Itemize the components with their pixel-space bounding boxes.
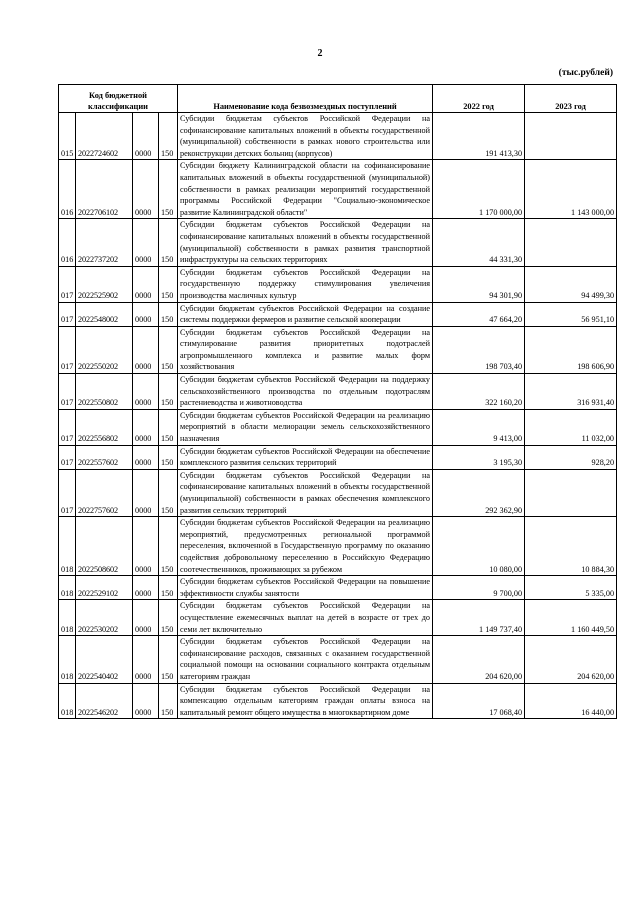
revenue-name-cell: Субсидии бюджетам субъектов Российской Федерации на реализацию мероприятий в области мелиорации земель сельскохозяйственного назначения: [178, 409, 433, 445]
economic-code-cell: 150: [159, 326, 178, 373]
amount-2023-cell: 11 032,00: [525, 409, 617, 445]
admin-code-cell: 017: [59, 302, 76, 326]
economic-code-cell: 150: [159, 636, 178, 683]
table-row: [59, 302, 617, 326]
budget-code-cell: 2022550802: [76, 374, 133, 410]
amount-2022-cell: 44 331,30: [433, 219, 525, 266]
program-code-cell: 0000: [133, 600, 159, 636]
budget-code-cell: 2022548002: [76, 302, 133, 326]
program-code-cell: 0000: [133, 302, 159, 326]
amount-2023-cell: 928,20: [525, 445, 617, 469]
economic-code-cell: 150: [159, 160, 178, 219]
admin-code-cell: 017: [59, 326, 76, 373]
budget-code-cell: 2022737202: [76, 219, 133, 266]
amount-2022-cell: 3 195,30: [433, 445, 525, 469]
admin-code-cell: 017: [59, 374, 76, 410]
table-row: [59, 636, 617, 683]
amount-2023-cell: [525, 219, 617, 266]
economic-code-cell: 150: [159, 113, 178, 160]
amount-2022-cell: 322 160,20: [433, 374, 525, 410]
amount-2023-cell: 94 499,30: [525, 266, 617, 302]
amount-2022-cell: 198 703,40: [433, 326, 525, 373]
table-row: [59, 469, 617, 516]
program-code-cell: 0000: [133, 409, 159, 445]
amount-2022-cell: 292 362,90: [433, 469, 525, 516]
admin-code-cell: 018: [59, 517, 76, 576]
economic-code-cell: 150: [159, 517, 178, 576]
amount-2022-cell: 47 664,20: [433, 302, 525, 326]
table-body: [59, 113, 617, 719]
revenue-table: [58, 84, 617, 719]
program-code-cell: 0000: [133, 636, 159, 683]
admin-code-cell: 017: [59, 469, 76, 516]
admin-code-cell: 018: [59, 600, 76, 636]
budget-code-cell: 2022557602: [76, 445, 133, 469]
program-code-cell: 0000: [133, 160, 159, 219]
revenue-name-cell: Субсидии бюджетам субъектов Российской Федерации на стимулирование развития приоритетных подотраслей агропромышленного комплекса и развитие малых форм хозяйствования: [178, 326, 433, 373]
amount-2022-cell: 204 620,00: [433, 636, 525, 683]
program-code-cell: 0000: [133, 266, 159, 302]
economic-code-cell: 150: [159, 600, 178, 636]
header-year-2022: 2022 год: [433, 85, 525, 113]
program-code-cell: 0000: [133, 576, 159, 600]
amount-2023-cell: [525, 469, 617, 516]
units-label: (тыс.рублей): [558, 68, 613, 78]
budget-code-cell: 2022530202: [76, 600, 133, 636]
economic-code-cell: 150: [159, 219, 178, 266]
table-row: [59, 160, 617, 219]
table-row: [59, 576, 617, 600]
program-code-cell: 0000: [133, 445, 159, 469]
program-code-cell: 0000: [133, 374, 159, 410]
amount-2023-cell: 10 884,30: [525, 517, 617, 576]
budget-code-cell: 2022724602: [76, 113, 133, 160]
admin-code-cell: 016: [59, 160, 76, 219]
amount-2022-cell: 9 413,00: [433, 409, 525, 445]
revenue-name-cell: Субсидии бюджетам субъектов Российской Федерации на поддержку сельскохозяйственного производства по отдельным подотраслям растениеводства и животноводства: [178, 374, 433, 410]
amount-2023-cell: [525, 113, 617, 160]
revenue-name-cell: Субсидии бюджетам субъектов Российской Федерации на компенсацию отдельным категориям граждан оплаты взноса на капитальный ремонт общего имущества в многоквартирном доме: [178, 683, 433, 719]
revenue-name-cell: Субсидии бюджетам субъектов Российской Федерации на софинансирование капитальных вложений в объекты государственной (муниципальной) собственности в рамках обеспечения комплексного развития сельских территорий: [178, 469, 433, 516]
amount-2023-cell: 5 335,00: [525, 576, 617, 600]
table-row: [59, 113, 617, 160]
economic-code-cell: 150: [159, 266, 178, 302]
budget-code-cell: 2022550202: [76, 326, 133, 373]
economic-code-cell: 150: [159, 683, 178, 719]
table-row: [59, 219, 617, 266]
budget-code-cell: 2022540402: [76, 636, 133, 683]
table-row: [59, 374, 617, 410]
revenue-name-cell: Субсидии бюджетам субъектов Российской Федерации на софинансирование капитальных вложений в объекты государственной (муниципальной) собственности в рамках нового строительства или реконструкции детских больниц (корпусов): [178, 113, 433, 160]
revenue-name-cell: Субсидии бюджетам субъектов Российской Федерации на государственную поддержку стимулирования увеличения производства масличных культур: [178, 266, 433, 302]
revenue-name-cell: Субсидии бюджету Калининградской области на софинансирование капитальных вложений в объекты государственной (муниципальной) собственности в рамках реализации мероприятий государственной программы Российской Федерации "Социально-экономическое развитие Калининградской области": [178, 160, 433, 219]
amount-2023-cell: 204 620,00: [525, 636, 617, 683]
admin-code-cell: 018: [59, 683, 76, 719]
amount-2022-cell: 1 170 000,00: [433, 160, 525, 219]
revenue-name-cell: Субсидии бюджетам субъектов Российской Федерации на повышение эффективности службы занятости: [178, 576, 433, 600]
revenue-name-cell: Субсидии бюджетам субъектов Российской Федерации на осуществление ежемесячных выплат на детей в возрасте от трех до семи лет включительно: [178, 600, 433, 636]
admin-code-cell: 017: [59, 445, 76, 469]
amount-2022-cell: 1 149 737,40: [433, 600, 525, 636]
budget-code-cell: 2022757602: [76, 469, 133, 516]
program-code-cell: 0000: [133, 326, 159, 373]
economic-code-cell: 150: [159, 469, 178, 516]
amount-2022-cell: 10 080,00: [433, 517, 525, 576]
header-year-2023: 2023 год: [525, 85, 617, 113]
revenue-name-cell: Субсидии бюджетам субъектов Российской Федерации на реализацию мероприятий, предусмотренных региональной программой переселения, включенной в Государственную программу по оказанию содействия добровольному переселению в Российскую Федерацию соотечественников, проживающих за рубежом: [178, 517, 433, 576]
page-number: 2: [317, 48, 323, 59]
amount-2023-cell: 316 931,40: [525, 374, 617, 410]
header-code: Код бюджетной классификации: [59, 85, 178, 113]
amount-2023-cell: 16 440,00: [525, 683, 617, 719]
admin-code-cell: 018: [59, 636, 76, 683]
table-row: [59, 409, 617, 445]
budget-code-cell: 2022508602: [76, 517, 133, 576]
table-row: [59, 517, 617, 576]
amount-2022-cell: 191 413,30: [433, 113, 525, 160]
economic-code-cell: 150: [159, 445, 178, 469]
budget-code-cell: 2022546202: [76, 683, 133, 719]
economic-code-cell: 150: [159, 576, 178, 600]
budget-code-cell: 2022529102: [76, 576, 133, 600]
revenue-name-cell: Субсидии бюджетам субъектов Российской Федерации на обеспечение комплексного развития сельских территорий: [178, 445, 433, 469]
amount-2023-cell: 198 606,90: [525, 326, 617, 373]
budget-code-cell: 2022556802: [76, 409, 133, 445]
admin-code-cell: 018: [59, 576, 76, 600]
header-name: Наименование кода безвозмездных поступлений: [178, 85, 433, 113]
table-row: [59, 445, 617, 469]
program-code-cell: 0000: [133, 113, 159, 160]
revenue-name-cell: Субсидии бюджетам субъектов Российской Федерации на создание системы поддержки фермеров и развитие сельской кооперации: [178, 302, 433, 326]
table-row: [59, 266, 617, 302]
amount-2022-cell: 17 068,40: [433, 683, 525, 719]
table-row: [59, 326, 617, 373]
admin-code-cell: 017: [59, 409, 76, 445]
economic-code-cell: 150: [159, 409, 178, 445]
admin-code-cell: 016: [59, 219, 76, 266]
table-header-row: [59, 85, 617, 113]
economic-code-cell: 150: [159, 302, 178, 326]
program-code-cell: 0000: [133, 517, 159, 576]
revenue-name-cell: Субсидии бюджетам субъектов Российской Федерации на софинансирование капитальных вложений в объекты государственной (муниципальной) собственности в рамках развития транспортной инфраструктуры на сельских территориях: [178, 219, 433, 266]
table-row: [59, 600, 617, 636]
amount-2023-cell: 1 143 000,00: [525, 160, 617, 219]
table-row: [59, 683, 617, 719]
admin-code-cell: 015: [59, 113, 76, 160]
budget-code-cell: 2022706102: [76, 160, 133, 219]
amount-2023-cell: 56 951,10: [525, 302, 617, 326]
amount-2022-cell: 94 301,90: [433, 266, 525, 302]
amount-2022-cell: 9 700,00: [433, 576, 525, 600]
admin-code-cell: 017: [59, 266, 76, 302]
program-code-cell: 0000: [133, 469, 159, 516]
revenue-name-cell: Субсидии бюджетам субъектов Российской Федерации на софинансирование расходов, связанных с оказанием государственной социальной помощи на основании социального контракта отдельным категориям граждан: [178, 636, 433, 683]
program-code-cell: 0000: [133, 219, 159, 266]
budget-code-cell: 2022525902: [76, 266, 133, 302]
economic-code-cell: 150: [159, 374, 178, 410]
amount-2023-cell: 1 160 449,50: [525, 600, 617, 636]
program-code-cell: 0000: [133, 683, 159, 719]
